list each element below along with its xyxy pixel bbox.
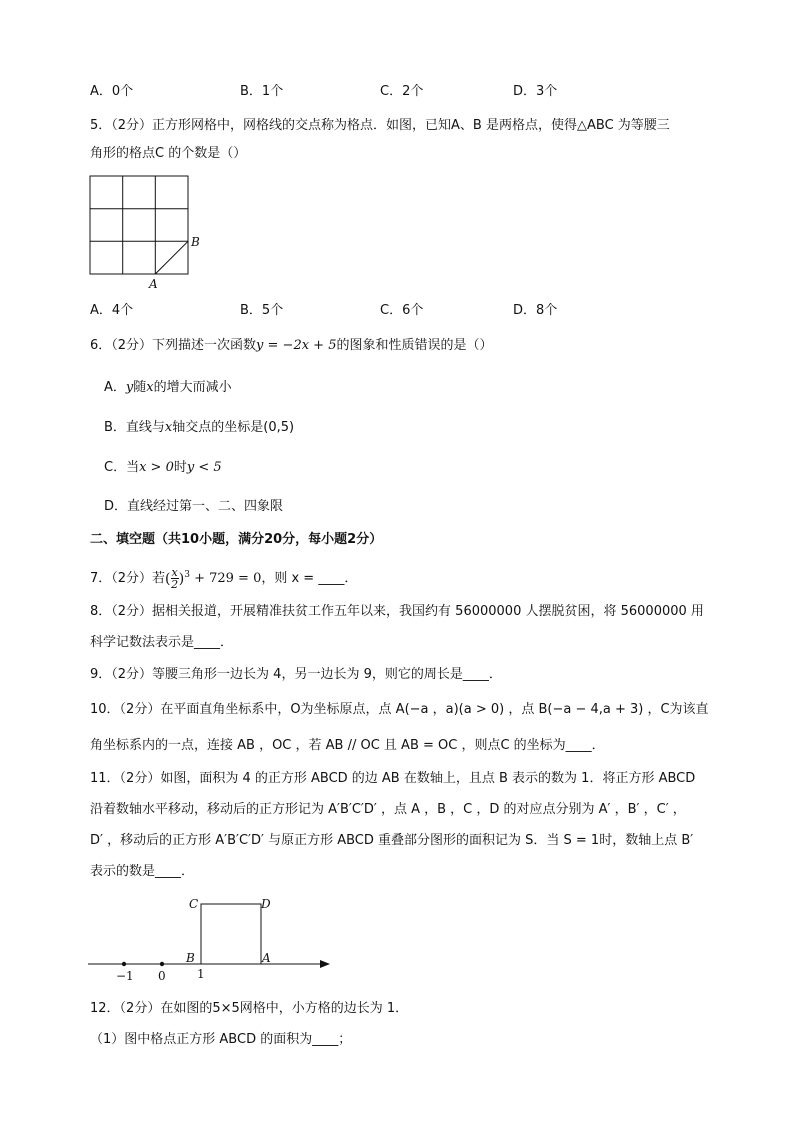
q11-label-c: C [189,897,199,911]
q6-stem-formula: y = −2x + 5 [256,338,337,353]
q6-option-d: D．直线经过第一、二、四象限 [104,499,284,514]
q6-stem [90,337,493,355]
q5-label-b: B [191,235,200,249]
q11-line4: 表示的数是____． [90,864,195,879]
q11-line1: 11．（2分）如图，面积为 4 的正方形 ABCD 的边 AB 在数轴上，且点 B 表示的数为 1．将正方形 ABCD [90,771,696,786]
q11-tick-1: 1 [197,967,205,981]
q11-label-a: A [262,951,271,965]
q5-option-a: A．4个 [90,303,134,318]
q11-tick-neg1: −1 [116,969,134,982]
q11-square-abcd [201,904,261,964]
q7-prefix: 7．（2分）若 [90,570,166,586]
q4-option-b: B．1个 [240,84,284,99]
q12-line1: 12．（2分）在如图的5×5网格中，小方格的边长为 1． [90,1001,409,1016]
q7-line: 7．（2分）若( $\frac{x}{2}$ )$^3$ + 729 = 0，则 x = ____． [90,566,358,592]
q7-fraction-numerator: x [171,566,178,580]
q9-line1: 9．（2分）等腰三角形一边长为 4，另一边长为 9，则它的周长是____． [90,667,502,682]
q5-option-b: B．5个 [240,303,284,318]
q11-label-d: D [261,897,271,911]
q7-fraction-denominator: 2 [171,578,179,592]
q5-grid-figure [84,170,214,292]
q7-exponent: 3 [184,570,190,580]
q6-option-c-res: y < 5 [186,460,222,475]
q6-option-a-suffix: 的增大而减小 [153,380,232,395]
q5-label-a: A [149,277,158,291]
q5-option-d: D．8个 [513,303,558,318]
q6-option-c-mid: 时 [173,460,187,475]
q6-option-b-suffix: 轴交点的坐标是(0,5) [172,420,295,435]
q10-line1: 10．（2分）在平面直角坐标系中，O为坐标原点，点 A(−a ，a)(a > 0) ，点 B(−a − 4,a + 3) ，C为该直 [90,702,709,717]
q10-line2: 角坐标系内的一点，连接 AB ，OC ，若 AB // OC 且 AB = OC ，则点C 的坐标为____． [90,738,605,753]
q11-point-neg1 [122,962,126,966]
q8-line1: 8．（2分）据相关报道，开展精准扶贫工作五年以来，我国约有 56000000 人摆脱贫困，将 56000000 用 [90,604,704,619]
q5-stem-line1: 5．（2分）正方形网格中，网格线的交点称为格点．如图，已知A、B 是两格点，使得△ABC 为等腰三 [90,118,670,133]
q6-option-b-prefix: B．直线与 [104,420,165,435]
q6-option-a-x: x [146,380,154,395]
q5-segment-ab [155,241,188,274]
q6-option-a-y: y [125,380,134,395]
q4-option-a: A．0个 [90,84,134,99]
q6-option-c-cond: x > 0 [139,460,174,475]
q7-equation-rest: + 729 = 0 [189,570,262,586]
q6-option-b-x: x [164,420,173,435]
q4-option-d: D．3个 [513,84,558,99]
section-fill-blank-heading: 二、填空题（共10小题，满分20分，每小题2分） [90,532,383,547]
q6-option-c [104,459,222,477]
q11-tick-0: 0 [158,969,166,982]
q5-option-c: C．6个 [380,303,424,318]
q6-option-b [104,419,294,437]
q11-line2: 沿着数轴水平移动，移动后的正方形记为 A′B′C′D′ ，点 A ，B ，C ，D 的对应点分别为 A′ ，B′ ，C′ ， [90,802,686,817]
q5-stem-line2: 角形的格点C 的个数是（） [90,146,247,161]
q11-line3: D′ ，移动后的正方形 A′B′C′D′ 与原正方形 ABCD 重叠部分图形的面积记为 S．当 S = 1时，数轴上点 B′ [90,833,694,848]
q11-number-line-arrow [320,960,330,968]
q4-option-c: C．2个 [380,84,424,99]
q7-tail: ，则 x = ____． [261,570,358,586]
q6-stem-prefix: 6．（2分）下列描述一次函数 [90,338,257,353]
q6-option-a-mid: 随 [133,380,147,395]
q11-number-line-figure [84,892,334,982]
q6-stem-suffix: 的图象和性质错误的是（） [336,338,493,353]
q11-point-0 [160,962,164,966]
q11-label-b: B [186,951,195,965]
q8-line2: 科学记数法表示是____． [90,635,234,650]
q6-option-c-prefix: C．当 [104,460,140,475]
q6-option-a-prefix: A． [104,380,126,395]
q6-option-a [104,379,232,397]
q12-line2: （1）图中格点正方形 ABCD 的面积为____； [90,1032,352,1047]
